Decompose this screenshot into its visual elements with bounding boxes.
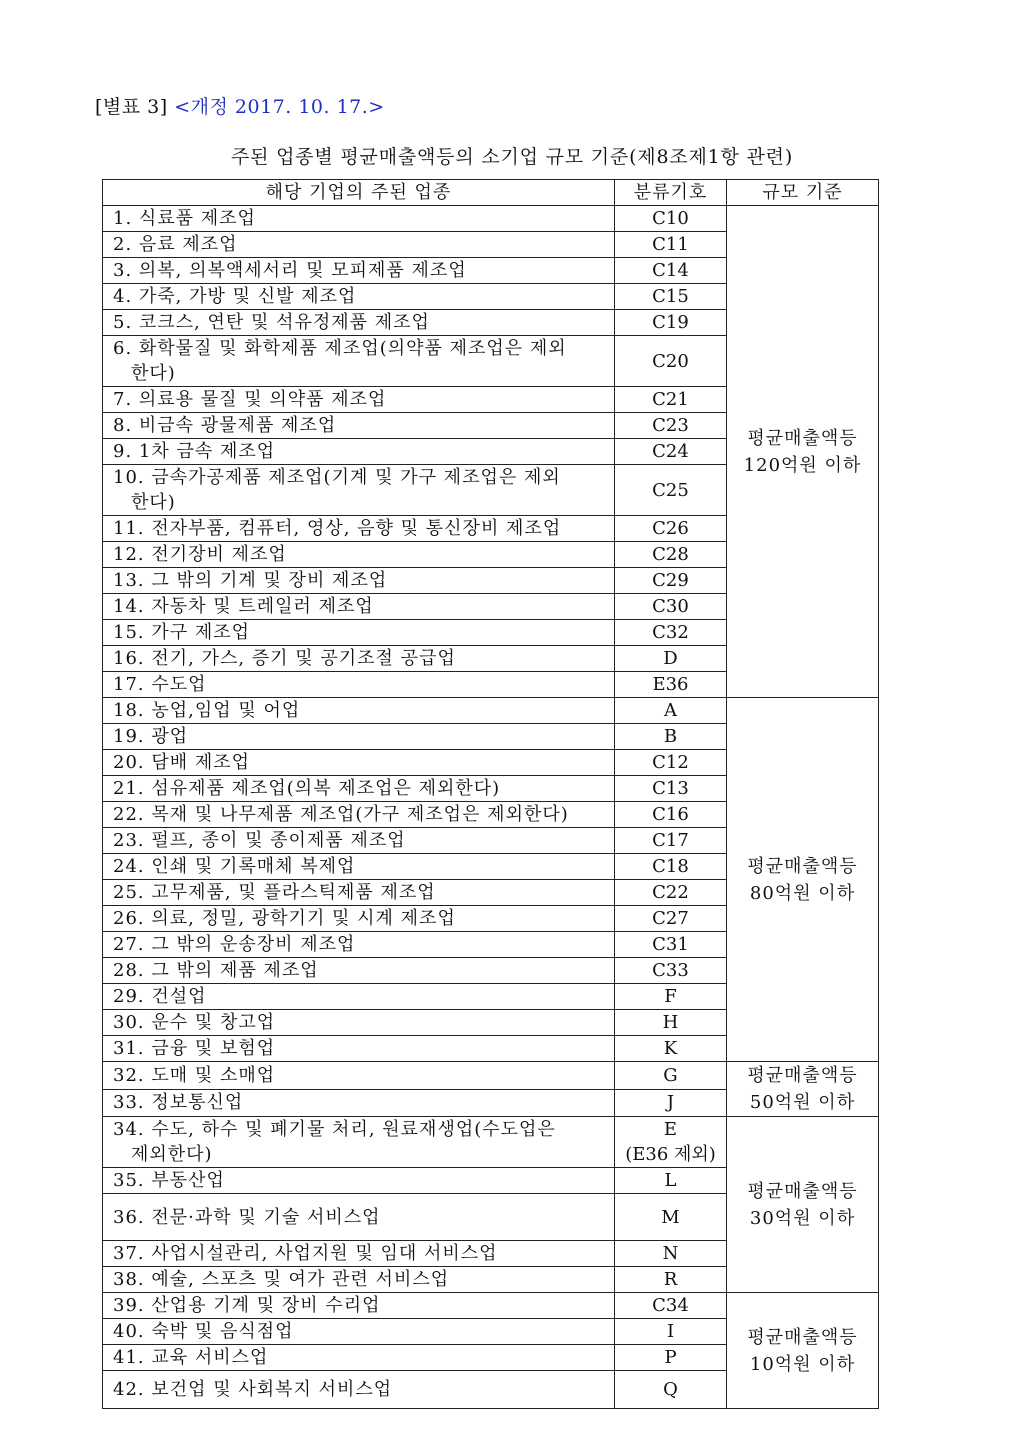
code-cell	[615, 310, 727, 336]
table-header-row	[103, 180, 879, 206]
code-cell	[615, 776, 727, 802]
classification-code: C22	[652, 882, 689, 903]
classification-code: C32	[652, 622, 689, 643]
size-criterion-cell	[727, 1293, 879, 1409]
industry-cell	[103, 439, 615, 465]
classification-code: M	[661, 1206, 680, 1228]
industry-name: 34. 수도, 하수 및 폐기물 처리, 원료재생업(수도업은	[113, 1119, 556, 1140]
industry-cell	[103, 620, 615, 646]
code-cell	[615, 958, 727, 984]
size-criterion-line: 30억원 이하	[749, 1207, 856, 1229]
size-criterion-line: 50억원 이하	[749, 1092, 856, 1113]
classification-code: C21	[652, 389, 689, 410]
classification-code: C25	[652, 479, 689, 501]
industry-name: 39. 산업용 기계 및 장비 수리업	[113, 1295, 381, 1316]
revision-note: <개정 2017. 10. 17.>	[174, 96, 385, 118]
code-cell	[615, 1241, 727, 1267]
industry-name: 42. 보건업 및 사회복지 서비스업	[113, 1379, 393, 1400]
classification-code: C11	[652, 234, 689, 255]
industry-name: 25. 고무제품, 및 플라스틱제품 제조업	[113, 882, 436, 903]
size-criteria-table	[102, 179, 879, 1409]
industry-cell	[103, 672, 615, 698]
classification-code: A	[664, 700, 677, 721]
code-cell	[615, 542, 727, 568]
classification-code: C29	[652, 570, 689, 591]
code-cell	[615, 336, 727, 387]
code-cell	[615, 724, 727, 750]
code-cell	[615, 1293, 727, 1319]
annex-header	[95, 92, 385, 119]
table-row	[103, 1062, 879, 1090]
industry-cell	[103, 284, 615, 310]
industry-name: 12. 전기장비 제조업	[113, 544, 287, 565]
industry-name: 19. 광업	[113, 726, 189, 747]
code-cell	[615, 258, 727, 284]
code-cell	[615, 1194, 727, 1241]
industry-name: 8. 비금속 광물제품 제조업	[113, 415, 337, 436]
classification-code-note: (E36 제외)	[625, 1144, 716, 1165]
industry-cell	[103, 206, 615, 232]
size-criterion-line: 80억원 이하	[749, 882, 856, 904]
classification-code: E	[663, 1119, 678, 1140]
industry-cell	[103, 698, 615, 724]
classification-code: C23	[652, 415, 689, 436]
table-row	[103, 206, 879, 232]
industry-cell	[103, 958, 615, 984]
classification-code: C30	[652, 596, 689, 617]
classification-code: C16	[652, 804, 689, 825]
classification-code: C28	[652, 544, 689, 565]
industry-name: 28. 그 밖의 제품 제조업	[113, 960, 319, 981]
code-cell	[615, 620, 727, 646]
industry-name: 10. 금속가공제품 제조업(기계 및 가구 제조업은 제외	[113, 467, 561, 488]
header-industry: 해당 기업의 주된 업종	[103, 180, 615, 206]
industry-cell	[103, 1345, 615, 1371]
industry-name: 6. 화학물질 및 화학제품 제조업(의약품 제조업은 제외	[113, 338, 567, 359]
classification-code: C14	[652, 260, 689, 281]
code-cell	[615, 1267, 727, 1293]
code-cell	[615, 802, 727, 828]
industry-name: 7. 의료용 물질 및 의약품 제조업	[113, 389, 387, 410]
industry-name-continued: 한다)	[131, 492, 176, 513]
industry-name: 15. 가구 제조업	[113, 622, 251, 643]
industry-cell	[103, 854, 615, 880]
industry-cell	[103, 1117, 615, 1168]
size-criterion-cell	[727, 1062, 879, 1117]
size-criterion-line: 평균매출액등	[747, 855, 858, 877]
classification-code: C34	[652, 1295, 689, 1316]
industry-name: 33. 정보통신업	[113, 1092, 244, 1114]
code-cell	[615, 672, 727, 698]
industry-cell	[103, 310, 615, 336]
industry-name: 2. 음료 제조업	[113, 234, 238, 255]
code-cell	[615, 516, 727, 542]
industry-name: 9. 1차 금속 제조업	[113, 441, 276, 462]
size-criterion-line: 10억원 이하	[749, 1353, 856, 1375]
industry-cell	[103, 724, 615, 750]
classification-code: C18	[652, 856, 689, 877]
industry-cell	[103, 1036, 615, 1062]
industry-cell	[103, 1010, 615, 1036]
code-cell	[615, 1117, 727, 1168]
code-cell	[615, 1036, 727, 1062]
industry-cell	[103, 1062, 615, 1090]
industry-cell	[103, 542, 615, 568]
classification-code: C20	[652, 350, 689, 372]
code-cell	[615, 906, 727, 932]
industry-name: 31. 금융 및 보험업	[113, 1038, 276, 1059]
industry-cell	[103, 932, 615, 958]
code-cell	[615, 828, 727, 854]
classification-code: G	[663, 1064, 678, 1086]
industry-name: 27. 그 밖의 운송장비 제조업	[113, 934, 356, 955]
industry-cell	[103, 1293, 615, 1319]
code-cell	[615, 206, 727, 232]
industry-cell	[103, 802, 615, 828]
industry-cell	[103, 1267, 615, 1293]
industry-name: 17. 수도업	[113, 674, 207, 695]
code-cell	[615, 568, 727, 594]
classification-code: K	[663, 1038, 678, 1059]
industry-name: 11. 전자부품, 컴퓨터, 영상, 음향 및 통신장비 제조업	[113, 518, 562, 539]
code-cell	[615, 1089, 727, 1117]
industry-cell	[103, 1241, 615, 1267]
code-cell	[615, 594, 727, 620]
code-cell	[615, 387, 727, 413]
code-cell	[615, 1319, 727, 1345]
industry-name: 3. 의복, 의복액세서리 및 모피제품 제조업	[113, 260, 467, 281]
code-cell	[615, 854, 727, 880]
industry-cell	[103, 1371, 615, 1409]
industry-name: 23. 펄프, 종이 및 종이제품 제조업	[113, 830, 406, 851]
industry-cell	[103, 646, 615, 672]
code-cell	[615, 880, 727, 906]
code-cell	[615, 413, 727, 439]
industry-name: 32. 도매 및 소매업	[113, 1064, 276, 1086]
industry-name: 41. 교육 서비스업	[113, 1347, 269, 1368]
document-title: 주된 업종별 평균매출액등의 소기업 규모 기준(제8조제1항 관련)	[230, 146, 794, 168]
industry-cell	[103, 1319, 615, 1345]
industry-name: 38. 예술, 스포츠 및 여가 관련 서비스업	[113, 1269, 450, 1290]
code-cell	[615, 465, 727, 516]
industry-name: 40. 숙박 및 음식점업	[113, 1321, 294, 1342]
industry-name: 1. 식료품 제조업	[113, 208, 256, 229]
code-cell	[615, 984, 727, 1010]
code-cell	[615, 439, 727, 465]
industry-cell	[103, 232, 615, 258]
classification-code: C19	[652, 312, 689, 333]
classification-code: R	[663, 1269, 678, 1290]
industry-cell	[103, 1168, 615, 1194]
code-cell	[615, 1371, 727, 1409]
industry-cell	[103, 1089, 615, 1117]
code-cell	[615, 698, 727, 724]
table-row	[103, 1293, 879, 1319]
industry-name: 37. 사업시설관리, 사업지원 및 임대 서비스업	[113, 1243, 498, 1264]
industry-cell	[103, 828, 615, 854]
table-row	[103, 698, 879, 724]
industry-cell	[103, 516, 615, 542]
industry-name: 14. 자동차 및 트레일러 제조업	[113, 596, 374, 617]
classification-code: E36	[652, 674, 689, 695]
size-criterion-cell	[727, 1117, 879, 1293]
code-cell	[615, 1345, 727, 1371]
industry-name: 24. 인쇄 및 기록매체 복제업	[113, 856, 356, 877]
industry-cell	[103, 880, 615, 906]
industry-name: 35. 부동산업	[113, 1170, 225, 1191]
industry-name: 18. 농업,임업 및 어업	[113, 700, 301, 721]
classification-code: C24	[652, 441, 689, 462]
size-criterion-cell	[727, 206, 879, 698]
industry-name: 21. 섬유제품 제조업(의복 제조업은 제외한다)	[113, 778, 501, 799]
classification-code: C13	[652, 778, 689, 799]
header-size: 규모 기준	[727, 180, 879, 206]
industry-cell	[103, 906, 615, 932]
classification-code: C33	[652, 960, 689, 981]
classification-code: Q	[663, 1379, 678, 1400]
code-cell	[615, 284, 727, 310]
industry-cell	[103, 387, 615, 413]
industry-cell	[103, 1194, 615, 1241]
table-row	[103, 1117, 879, 1168]
classification-code: C31	[652, 934, 689, 955]
classification-code: I	[666, 1321, 675, 1342]
industry-cell	[103, 413, 615, 439]
classification-code: D	[663, 648, 678, 669]
size-criterion-line: 평균매출액등	[747, 1180, 858, 1202]
classification-code: C27	[652, 908, 689, 929]
industry-name: 16. 전기, 가스, 증기 및 공기조절 공급업	[113, 648, 456, 669]
code-cell	[615, 1010, 727, 1036]
code-cell	[615, 1062, 727, 1090]
industry-cell	[103, 594, 615, 620]
industry-name: 5. 코크스, 연탄 및 석유정제품 제조업	[113, 312, 430, 333]
industry-cell	[103, 750, 615, 776]
industry-name-continued: 한다)	[131, 363, 176, 384]
industry-name: 29. 건설업	[113, 986, 207, 1007]
classification-code: B	[663, 726, 678, 747]
classification-code: C15	[652, 286, 689, 307]
industry-cell	[103, 465, 615, 516]
industry-cell	[103, 776, 615, 802]
industry-name: 30. 운수 및 창고업	[113, 1012, 276, 1033]
code-cell	[615, 750, 727, 776]
classification-code: P	[664, 1347, 677, 1368]
size-criterion-line: 평균매출액등	[747, 427, 858, 449]
annex-label: [별표 3]	[95, 96, 168, 118]
classification-code: C17	[652, 830, 689, 851]
industry-name: 4. 가죽, 가방 및 신발 제조업	[113, 286, 357, 307]
code-cell	[615, 646, 727, 672]
classification-code: N	[662, 1243, 679, 1264]
industry-name: 36. 전문·과학 및 기술 서비스업	[113, 1206, 381, 1228]
industry-cell	[103, 984, 615, 1010]
size-criterion-line: 120억원 이하	[743, 454, 862, 476]
industry-name: 26. 의료, 정밀, 광학기기 및 시계 제조업	[113, 908, 456, 929]
table-body	[103, 206, 879, 1409]
code-cell	[615, 932, 727, 958]
classification-code: J	[666, 1092, 675, 1114]
industry-name-continued: 제외한다)	[131, 1144, 213, 1165]
industry-cell	[103, 568, 615, 594]
classification-code: H	[662, 1012, 679, 1033]
industry-cell	[103, 258, 615, 284]
classification-code: C26	[652, 518, 689, 539]
code-cell	[615, 232, 727, 258]
classification-code: C10	[652, 208, 689, 229]
industry-cell	[103, 336, 615, 387]
industry-name: 20. 담배 제조업	[113, 752, 251, 773]
industry-name: 22. 목재 및 나무제품 제조업(가구 제조업은 제외한다)	[113, 804, 569, 825]
code-cell	[615, 1168, 727, 1194]
classification-code: C12	[652, 752, 689, 773]
classification-code: F	[664, 986, 677, 1007]
size-criterion-cell	[727, 698, 879, 1062]
industry-name: 13. 그 밖의 기계 및 장비 제조업	[113, 570, 388, 591]
classification-code: L	[664, 1170, 677, 1191]
header-code: 분류기호	[615, 180, 727, 206]
size-criterion-line: 평균매출액등	[747, 1326, 858, 1348]
size-criterion-line: 평균매출액등	[747, 1065, 858, 1086]
